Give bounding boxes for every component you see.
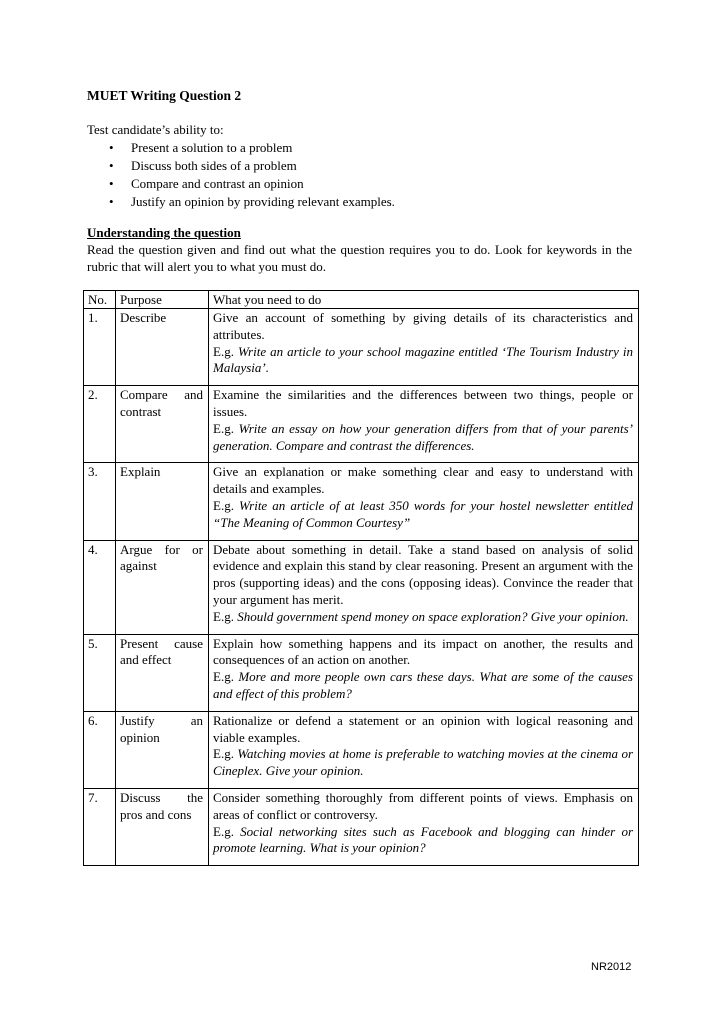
row-purpose: Discuss the pros and cons xyxy=(116,788,209,865)
example-prefix: E.g. xyxy=(213,343,234,359)
header-no: No. xyxy=(84,291,116,309)
example-text: Should government spend money on space exploration? Give your opinion. xyxy=(237,608,629,624)
row-number: 2. xyxy=(84,386,116,463)
section-heading: Understanding the question xyxy=(87,225,241,240)
row-description xyxy=(209,540,639,634)
intro-text: Test candidate’s ability to: xyxy=(87,122,224,137)
row-number: 4. xyxy=(84,540,116,634)
table-header-row xyxy=(84,291,639,309)
footer-code: NR2012 xyxy=(591,961,632,973)
row-description xyxy=(209,634,639,711)
table-row xyxy=(84,540,639,634)
row-example xyxy=(213,669,633,703)
list-item: • Present a solution to a problem xyxy=(109,140,293,155)
row-purpose: Argue for or against xyxy=(116,540,209,634)
row-description-text: Rationalize or defend a statement or an opinion with logical reasoning and viable examples. xyxy=(213,712,633,745)
list-item: • Compare and contrast an opinion xyxy=(109,176,304,191)
example-text: Write an article to your school magazine entitled ‘The Tourism Industry in Malaysia’. xyxy=(213,343,633,376)
bullet-icon: • xyxy=(109,194,114,209)
example-text: Social networking sites such as Facebook and blogging can hinder or promote learning. What is your opinion? xyxy=(213,823,634,856)
example-prefix: E.g. xyxy=(213,746,234,762)
example-prefix: E.g. xyxy=(213,420,234,436)
table-row xyxy=(84,463,639,540)
row-number: 3. xyxy=(84,463,116,540)
row-description-text: Give an account of something by giving details of its characteristics and attributes. xyxy=(213,310,633,342)
example-text: More and more people own cars these days. What are some of the causes and effect of this problem? xyxy=(213,669,633,701)
bullet-icon: • xyxy=(109,140,114,155)
example-prefix: E.g. xyxy=(213,608,234,624)
table-row xyxy=(84,309,639,386)
table-row xyxy=(84,634,639,711)
row-purpose: Explain xyxy=(116,463,209,540)
row-description xyxy=(209,711,639,788)
example-text: Write an essay on how your generation differs from that of your parents’ generation. Compare and contrast the differences. xyxy=(213,420,634,453)
row-description xyxy=(209,386,639,463)
bullet-icon: • xyxy=(109,158,114,173)
row-number: 1. xyxy=(84,309,116,386)
row-example xyxy=(213,609,633,626)
list-item: • Justify an opinion by providing relevant examples. xyxy=(109,194,395,209)
row-description-text: Give an explanation or make something clear and easy to understand with details and examples. xyxy=(213,464,633,497)
row-number: 5. xyxy=(84,634,116,711)
row-number: 6. xyxy=(84,711,116,788)
header-what-to-do: What you need to do xyxy=(209,291,639,309)
header-purpose: Purpose xyxy=(116,291,209,309)
row-description-text: Debate about something in detail. Take a stand based on analysis of solid evidence and explain this stand by clear reasoning. Present an argument with the pros (supporting ideas) and the cons (opposing ideas). Convince the reader that your argument has merit. xyxy=(213,541,633,607)
row-description-text: Examine the similarities and the differences between two things, people or issues. xyxy=(213,387,633,419)
row-example xyxy=(213,421,633,455)
page-title: MUET Writing Question 2 xyxy=(87,88,242,103)
row-purpose: Compare and contrast xyxy=(116,386,209,463)
example-text: Watching movies at home is preferable to watching movies at the cinema or Cineplex. Give your opinion. xyxy=(213,746,634,779)
row-description-text: Explain how something happens and its impact on another, the results and consequences of an action on another. xyxy=(213,635,633,668)
row-purpose: Justify an opinion xyxy=(116,711,209,788)
list-item: • Discuss both sides of a problem xyxy=(109,158,297,173)
row-description xyxy=(209,788,639,865)
table-row xyxy=(84,386,639,463)
row-example xyxy=(213,498,633,532)
row-example xyxy=(213,344,633,378)
question-types-table xyxy=(83,290,639,866)
row-description xyxy=(209,309,639,386)
example-prefix: E.g. xyxy=(213,497,234,513)
row-purpose: Describe xyxy=(116,309,209,386)
table-row xyxy=(84,788,639,865)
section-body: Read the question given and find out what the question requires you to do. Look for keywords in the rubric that will alert you to what you must do. xyxy=(87,242,632,274)
bullet-icon: • xyxy=(109,176,114,191)
example-prefix: E.g. xyxy=(213,823,234,839)
row-purpose: Present cause and effect xyxy=(116,634,209,711)
row-example xyxy=(213,824,633,858)
row-number: 7. xyxy=(84,788,116,865)
example-prefix: E.g. xyxy=(213,669,234,685)
example-text: Write an article of at least 350 words for your hostel newsletter entitled “The Meaning of Common Courtesy” xyxy=(213,497,633,530)
row-example xyxy=(213,746,633,780)
table-row xyxy=(84,711,639,788)
row-description-text: Consider something thoroughly from different points of views. Emphasis on areas of conflict or controversy. xyxy=(213,789,633,822)
row-description xyxy=(209,463,639,540)
ability-list xyxy=(109,139,395,211)
